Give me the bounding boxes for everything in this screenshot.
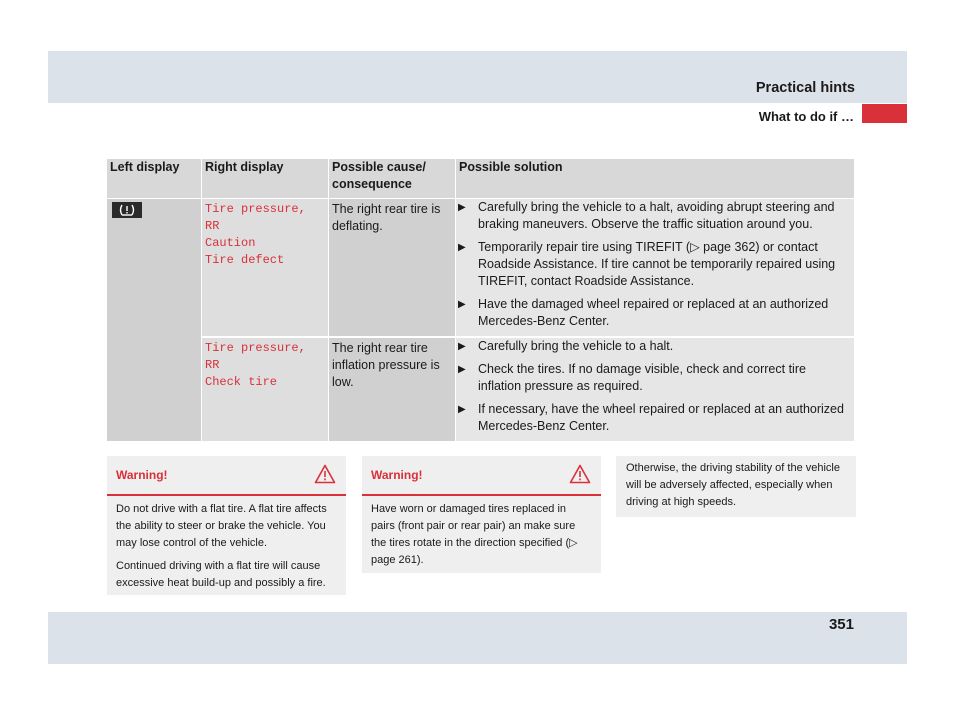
bullet-arrow-icon: ▶ (458, 404, 466, 415)
solution-list (456, 199, 854, 330)
solution-cell (456, 337, 855, 441)
warning-paragraph: Do not drive with a flat tire. A flat tire affects the ability to steer or brake the vehicle. You may lose control of the vehicle. (116, 503, 327, 549)
right-display-cell (202, 337, 329, 441)
cause-cell (329, 199, 456, 338)
solution-item: ▶ Carefully bring the vehicle to a halt. (458, 339, 674, 353)
continuation-paragraph: Otherwise, the driving stability of the vehicle will be adversely affected, especially when driving at high speeds. (626, 462, 840, 508)
warning-title: Warning! (116, 468, 168, 482)
solution-cell (456, 199, 855, 338)
warning-header (107, 456, 346, 496)
right-display-cell (202, 199, 329, 338)
page-number: 351 (828, 616, 854, 633)
solution-item: ▶ Temporarily repair tire using TIREFIT (▷ page 362) or contact Roadside Assistance. If tire cannot be temporarily repaired using TIREFIT, contact Roadside Assistance. (458, 240, 836, 288)
cause-text: The right rear tire is deflating. (332, 202, 441, 233)
warning-header (362, 456, 601, 496)
display-line: Tire pressure, RR (205, 341, 306, 372)
warning-triangle-icon (569, 464, 591, 489)
continuation-box (616, 456, 856, 517)
subsection-title: What to do if … (758, 109, 854, 124)
section-title: Practical hints (755, 80, 855, 96)
footer-band (48, 612, 907, 664)
warning-title: Warning! (371, 468, 423, 482)
cause-cell (329, 337, 456, 441)
solution-list (456, 338, 854, 435)
warning-box-flat-tire (107, 456, 346, 595)
message-table (107, 159, 855, 441)
solution-item: ▶ Check the tires. If no damage visible, check and correct tire inflation pressure as required. (458, 362, 806, 393)
display-line: Check tire (205, 375, 278, 389)
header-possible-solution: Possible solution (456, 159, 855, 199)
tire-pressure-warning-icon (112, 202, 142, 218)
left-display-cell (107, 199, 202, 442)
display-line: Caution (205, 236, 256, 250)
header-right-display: Right display (202, 159, 329, 199)
section-tab-marker (862, 104, 907, 123)
warning-box-tire-replacement (362, 456, 601, 573)
solution-item: ▶ Carefully bring the vehicle to a halt, avoiding abrupt steering and braking maneuvers. Observe the traffic situation around you. (458, 200, 835, 231)
warning-triangle-icon (314, 464, 336, 489)
solution-item: ▶ If necessary, have the wheel repaired or replaced at an authorized Mercedes-Benz Center. (458, 402, 844, 433)
table-header-row (107, 159, 855, 199)
bullet-arrow-icon: ▶ (458, 341, 466, 352)
bullet-arrow-icon: ▶ (458, 242, 466, 253)
cause-text: The right rear tire inflation pressure is low. (332, 341, 440, 389)
warning-paragraph: Have worn or damaged tires replaced in pairs (front pair or rear pair) an make sure the tires rotate in the direction specified (▷ page 261). (371, 503, 578, 566)
bullet-arrow-icon: ▶ (458, 364, 466, 375)
table-row (107, 337, 855, 441)
bullet-arrow-icon: ▶ (458, 202, 466, 213)
header-possible-cause: Possible cause/ consequence (329, 159, 456, 199)
display-line: Tire defect (205, 253, 285, 267)
header-left-display: Left display (107, 159, 202, 199)
warning-paragraph: Continued driving with a flat tire will cause excessive heat build-up and possibly a fire. (116, 560, 326, 589)
bullet-arrow-icon: ▶ (458, 299, 466, 310)
table-row (107, 199, 855, 338)
display-line: Tire pressure, RR (205, 202, 306, 233)
solution-item: ▶ Have the damaged wheel repaired or replaced at an authorized Mercedes-Benz Center. (458, 297, 829, 328)
